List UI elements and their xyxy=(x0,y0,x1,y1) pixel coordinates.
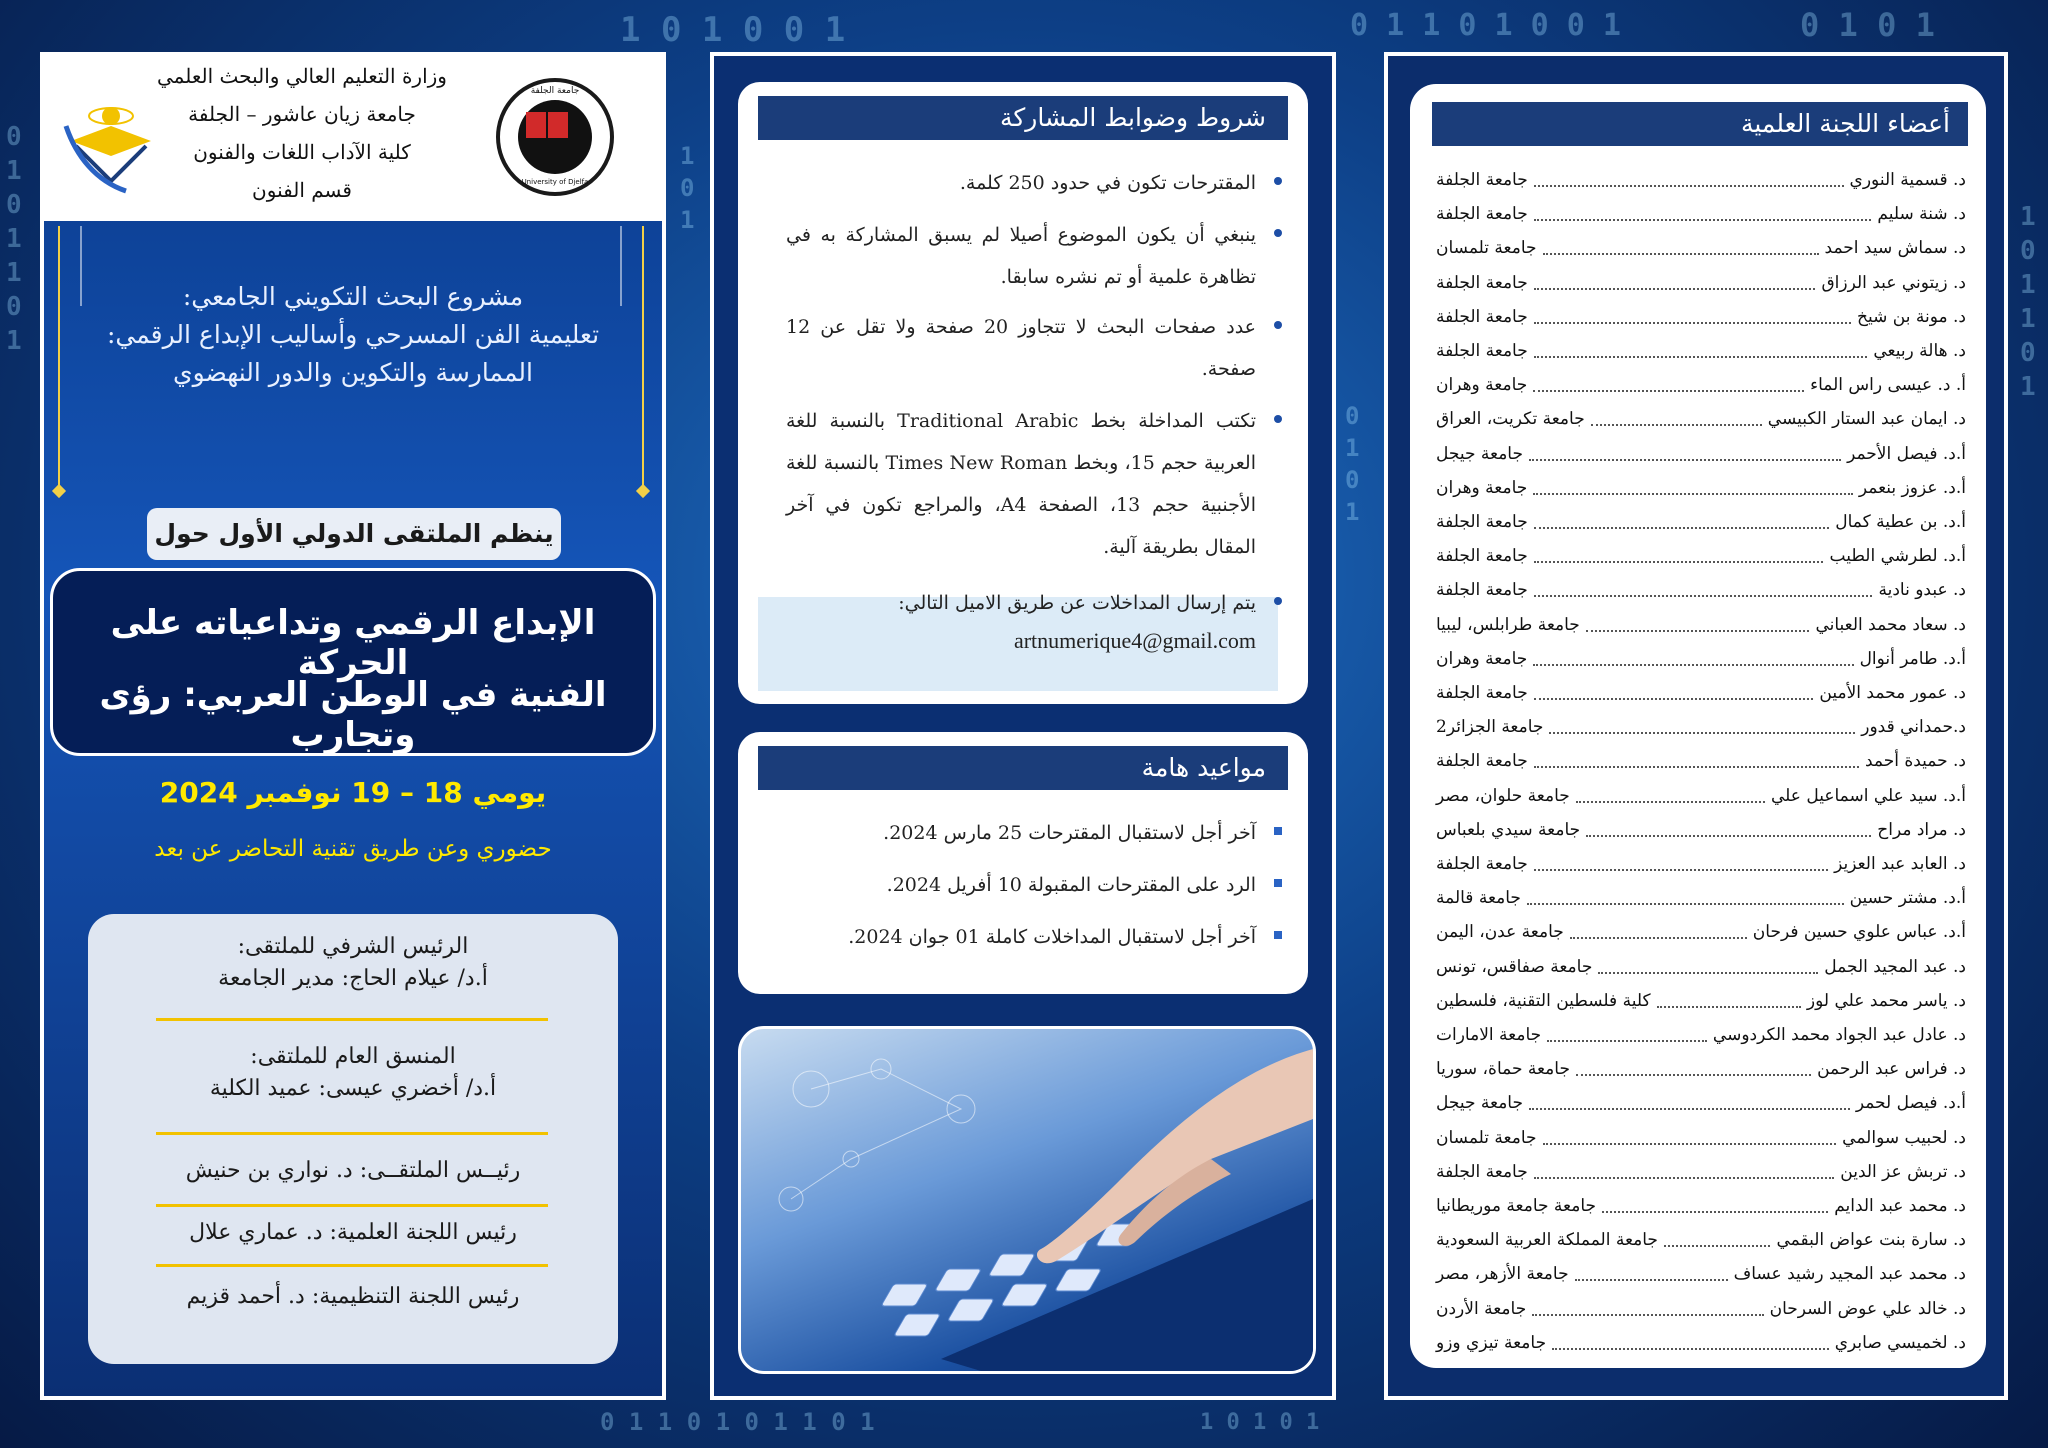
committee-member-row xyxy=(1436,1025,1966,1057)
middle-panel xyxy=(710,52,1336,1400)
committee-member-row xyxy=(1436,991,1966,1023)
dotted-leader xyxy=(1534,185,1844,187)
member-university: كلية فلسطين التقنية، فلسطين xyxy=(1436,990,1651,1011)
committee-member-row xyxy=(1436,546,1966,578)
condition-item: يتم إرسال المداخلات عن طريق الاميل التالي: xyxy=(786,582,1256,624)
member-name: د. فراس عبد الرحمن xyxy=(1817,1059,1966,1080)
member-university: جامعة طرابلس، ليبيا xyxy=(1436,614,1580,635)
member-name: د. قسمية النوري xyxy=(1849,170,1966,190)
project-title: مشروع البحث التكويني الجامعي: تعليمية الفن المسرحي وأساليب الإبداع الرقمي: الممارسة والتكوين والدور النهضوي xyxy=(106,282,600,387)
member-name: د. العابد عبد العزيز xyxy=(1834,854,1966,874)
conference-dates: يومي 18 – 19 نوفمبر 2024 xyxy=(159,776,547,809)
committee-member-row xyxy=(1436,1162,1966,1194)
member-university: جامعة الأزهر، مصر xyxy=(1436,1264,1569,1285)
member-name: د. هالة ربيعي xyxy=(1873,341,1966,361)
member-university: جامعة الجلفة xyxy=(1436,512,1528,532)
member-name: أ.د. عزوز بنعمر xyxy=(1858,477,1966,498)
dotted-leader xyxy=(1534,869,1828,871)
dotted-leader xyxy=(1534,288,1815,290)
member-university: جامعة الجلفة xyxy=(1436,751,1528,772)
committee-member-row xyxy=(1436,786,1966,818)
conference-title-line1: الإبداع الرقمي وتداعياته على الحركة xyxy=(110,603,596,683)
member-university: جامعة وهران xyxy=(1436,375,1528,396)
member-name: د. لحبيب سوالمي xyxy=(1842,1127,1966,1148)
committee-member-row xyxy=(1436,341,1966,373)
left-panel xyxy=(40,52,666,1400)
committee-member-row xyxy=(1436,307,1966,339)
committee-member-row xyxy=(1436,1059,1966,1091)
member-university: جامعة الجلفة xyxy=(1436,854,1528,874)
scientific-committee-card xyxy=(1410,84,1986,1368)
committee-member-row xyxy=(1436,683,1966,715)
deadline-item: آخر أجل لاستقبال المداخلات كاملة 01 جوان 2024. xyxy=(836,916,1256,958)
committee-member-row xyxy=(1436,1196,1966,1228)
committee-member-row xyxy=(1436,615,1966,647)
university-logo: جامعة الجلفة University of Djelfa xyxy=(496,78,614,196)
dotted-leader xyxy=(1602,1211,1828,1213)
member-university: جامعة الجزائر2 xyxy=(1436,717,1544,738)
deadlines-header: مواعيد هامة xyxy=(758,746,1288,790)
member-name: د. زيتوني عبد الرزاق xyxy=(1821,272,1966,293)
member-university: جامعة وهران xyxy=(1436,477,1528,498)
committee-member-row xyxy=(1436,238,1966,270)
member-name: د. سماش سيد احمد xyxy=(1824,238,1966,259)
dotted-leader xyxy=(1529,459,1841,461)
committee-member-row xyxy=(1436,444,1966,476)
dotted-leader xyxy=(1534,698,1813,700)
coordinator-name: أ.د/ أخضري عيسى: عميد الكلية xyxy=(209,1076,497,1101)
member-university: جامعة قالمة xyxy=(1436,888,1521,909)
faculty-logo xyxy=(56,86,161,196)
keyboard-illustration xyxy=(741,1029,1313,1371)
committee-member-row xyxy=(1436,375,1966,407)
dotted-leader xyxy=(1576,1074,1811,1076)
conference-chair: رئيــس الملتقــى: د. نواري بن حنيش xyxy=(185,1158,521,1183)
committee-member-row xyxy=(1436,1230,1966,1262)
condition-item: ينبغي أن يكون الموضوع أصيلا لم يسبق المشاركة به في تظاهرة علمية أو تم نشره سابقا. xyxy=(786,214,1256,298)
dotted-leader xyxy=(1534,527,1829,529)
member-name: د. مونة بن شيخ xyxy=(1857,306,1966,327)
university-text: جامعة زيان عاشور – الجلفة xyxy=(188,102,416,126)
conference-title-line2: الفنية في الوطن العربي: رؤى وتجارب xyxy=(99,675,607,755)
conference-title-box xyxy=(50,568,656,756)
dotted-leader xyxy=(1598,972,1818,974)
member-name: د. حميدة أحمد xyxy=(1864,751,1966,772)
dotted-leader xyxy=(1534,561,1823,563)
member-university: جامعة الجلفة xyxy=(1436,546,1528,567)
deadlines-card xyxy=(738,732,1308,994)
dotted-leader xyxy=(1591,424,1762,426)
member-name: أ.د. بن عطية كمال xyxy=(1835,512,1966,532)
member-university: جامعة الجلفة xyxy=(1436,306,1528,327)
dotted-leader xyxy=(1664,1245,1770,1247)
dotted-leader xyxy=(1532,1314,1764,1316)
member-university: جامعة تلمسان xyxy=(1436,1127,1537,1148)
committee-member-row xyxy=(1436,409,1966,441)
committee-member-row xyxy=(1436,1264,1966,1296)
organizing-committee-chair: رئيس اللجنة التنظيمية: د. أحمد قزيم xyxy=(186,1284,520,1309)
binary-background: 1 0 1 0 0 1 0 1 1 0 1 0 0 1 0 1 0 1 0 1 0 1 1 0 1 1 0 1 1 0 1 1 0 1 0 1 0 1 0 1 1 0 1 0 1 1 0 1 1 0 1 0 1 xyxy=(6,6,2036,1436)
organizes-label: ينظم الملتقى الدولي الأول حول xyxy=(147,508,561,560)
dotted-leader xyxy=(1533,664,1854,666)
condition-item: تكتب المداخلة بخط Traditional Arabic بالنسبة للغة العربية حجم 15، وبخط Times New Roman بالنسبة للغة الأجنبية حجم 13، الصفحة A4، والمراجع تكون في آخر المقال بطريقة آلية. xyxy=(786,400,1256,568)
member-university: جامعة الجلفة xyxy=(1436,341,1528,361)
committee-member-row xyxy=(1436,580,1966,612)
keyboard-hand-photo xyxy=(738,1026,1316,1374)
dotted-leader xyxy=(1534,219,1871,221)
member-university: جامعة جيجل xyxy=(1436,1093,1524,1114)
member-university: جامعة عدن، اليمن xyxy=(1436,922,1564,943)
member-name: أ.د. فيصل الأحمر xyxy=(1847,443,1966,464)
member-university: جامعة وهران xyxy=(1436,648,1528,669)
member-university: جامعة جامعة موريطانيا xyxy=(1436,1196,1597,1216)
member-university: جامعة الأردن xyxy=(1436,1298,1527,1319)
committee-member-row xyxy=(1436,478,1966,510)
committee-member-row xyxy=(1436,204,1966,236)
committee-member-row xyxy=(1436,820,1966,852)
dotted-leader xyxy=(1576,801,1765,803)
coordinator-label: المنسق العام للملتقى: xyxy=(250,1044,456,1069)
divider xyxy=(156,1264,548,1267)
dotted-leader xyxy=(1533,493,1853,495)
dotted-leader xyxy=(1586,835,1871,837)
member-university: جامعة الجلفة xyxy=(1436,272,1528,293)
dotted-leader xyxy=(1534,595,1872,597)
member-name: د. عبد المجيد الجمل xyxy=(1824,956,1966,977)
member-name: أ.د. مشتر حسين xyxy=(1849,888,1966,909)
member-name: أ.د. طامر أنوال xyxy=(1859,648,1966,669)
committee-member-row xyxy=(1436,888,1966,920)
dotted-leader xyxy=(1657,1006,1801,1008)
deadline-item: الرد على المقترحات المقبولة 10 أفريل 2024. xyxy=(836,864,1256,906)
deadline-item: آخر أجل لاستقبال المقترحات 25 مارس 2024. xyxy=(836,812,1256,854)
dotted-leader xyxy=(1586,630,1809,632)
committee-member-row xyxy=(1436,922,1966,954)
member-name: د. شنة سليم xyxy=(1877,204,1966,225)
member-name: د. عبدو نادية xyxy=(1878,580,1966,601)
committee-member-row xyxy=(1436,273,1966,305)
dotted-leader xyxy=(1549,732,1855,734)
committee-member-row xyxy=(1436,1299,1966,1331)
dotted-leader xyxy=(1534,1177,1834,1179)
committee-member-row xyxy=(1436,1128,1966,1160)
member-university: جامعة الامارات xyxy=(1436,1025,1542,1045)
member-university: جامعة حلوان، مصر xyxy=(1436,785,1570,806)
honorary-chair-label: الرئيس الشرفي للملتقى: xyxy=(237,934,469,959)
member-name: أ.د. عباس علوي حسين فرحان xyxy=(1752,922,1966,943)
dotted-leader xyxy=(1543,1143,1836,1145)
condition-item: المقترحات تكون في حدود 250 كلمة. xyxy=(786,162,1256,204)
member-name: د. سعاد محمد العباني xyxy=(1815,614,1966,635)
ministry-text: وزارة التعليم العالي والبحث العلمي xyxy=(157,64,447,88)
member-name: د. عمور محمد الأمين xyxy=(1819,683,1966,703)
member-university: جامعة تيزي وزو xyxy=(1436,1332,1547,1353)
condition-item: عدد صفحات البحث لا تتجاوز 20 صفحة ولا تقل عن 12 صفحة. xyxy=(786,306,1256,390)
member-university: جامعة تكريت، العراق xyxy=(1436,409,1585,430)
divider xyxy=(156,1204,548,1207)
institution-header xyxy=(44,56,662,221)
member-name: أ.د. لطرشي الطيب xyxy=(1829,546,1966,567)
member-university: جامعة حماة، سوريا xyxy=(1436,1059,1570,1080)
member-name: أ.د. سيد علي اسماعيل علي xyxy=(1770,785,1966,806)
member-university: جامعة صفاقس، تونس xyxy=(1436,956,1593,977)
scientific-committee-chair: رئيس اللجنة العلمية: د. عماري علال xyxy=(189,1220,517,1245)
committee-member-row xyxy=(1436,649,1966,681)
member-university: جامعة تلمسان xyxy=(1436,238,1537,259)
dotted-leader xyxy=(1534,322,1851,324)
member-name: د. مراد مراح xyxy=(1877,819,1966,840)
dotted-leader xyxy=(1543,253,1819,255)
member-name: أ.د. فيصل لحمر xyxy=(1855,1093,1966,1114)
member-university: جامعة الجلفة xyxy=(1436,683,1528,703)
dotted-leader xyxy=(1534,356,1867,358)
member-university: جامعة المملكة العربية السعودية xyxy=(1436,1230,1658,1251)
member-name: د.حمداني قدور xyxy=(1861,717,1966,738)
dotted-leader xyxy=(1547,1040,1707,1042)
dotted-leader xyxy=(1529,1108,1850,1110)
faculty-text: كلية الآداب اللغات والفنون xyxy=(193,140,411,164)
divider xyxy=(156,1018,548,1021)
right-panel xyxy=(1384,52,2008,1400)
member-name: أ. د. عيسى راس الماء xyxy=(1810,375,1966,396)
member-name: د. سارة بنت عواض البقمي xyxy=(1776,1230,1966,1251)
member-university: جامعة جيجل xyxy=(1436,443,1524,464)
committee-member-row xyxy=(1436,1333,1966,1365)
contact-email[interactable]: artnumerique4@gmail.com xyxy=(1013,628,1256,653)
member-name: د. تربش عز الدين xyxy=(1840,1161,1966,1182)
dotted-leader xyxy=(1534,766,1859,768)
member-name: د. عادل عبد الجواد محمد الكردوسي xyxy=(1712,1025,1966,1045)
member-name: د. ياسر محمد علي لوز xyxy=(1806,990,1966,1011)
committee-member-row xyxy=(1436,170,1966,202)
member-name: د. خالد علي عوض السرحان xyxy=(1769,1298,1966,1319)
conditions-card xyxy=(738,82,1308,704)
department-text: قسم الفنون xyxy=(252,178,352,202)
committee-member-row xyxy=(1436,1093,1966,1125)
committee-member-row xyxy=(1436,512,1966,544)
member-university: جامعة سيدي بلعباس xyxy=(1436,819,1581,840)
member-name: د. لخميسي صابري xyxy=(1834,1332,1966,1353)
dotted-leader xyxy=(1533,390,1804,392)
committee-member-row xyxy=(1436,751,1966,783)
dotted-leader xyxy=(1552,1348,1829,1350)
honorary-chair-name: أ.د/ عيلام الحاج: مدير الجامعة xyxy=(218,966,488,991)
attendance-mode: حضوري وعن طريق تقنية التحاضر عن بعد xyxy=(154,836,552,862)
committee-member-row xyxy=(1436,717,1966,749)
committee-header: أعضاء اللجنة العلمية xyxy=(1432,102,1968,146)
committee-member-row xyxy=(1436,957,1966,989)
member-name: د. ايمان عبد الستار الكبيسي xyxy=(1767,409,1966,430)
dotted-leader xyxy=(1527,903,1844,905)
conditions-header: شروط وضوابط المشاركة xyxy=(758,96,1288,140)
member-university: جامعة الجلفة xyxy=(1436,580,1528,601)
member-university: جامعة الجلفة xyxy=(1436,170,1528,190)
member-name: د. محمد عبد الدايم xyxy=(1834,1196,1966,1216)
dotted-leader xyxy=(1570,937,1747,939)
officials-box xyxy=(88,914,618,1364)
member-university: جامعة الجلفة xyxy=(1436,1161,1528,1182)
committee-member-row xyxy=(1436,854,1966,886)
dotted-leader xyxy=(1575,1279,1728,1281)
member-university: جامعة الجلفة xyxy=(1436,204,1528,225)
member-name: د. محمد عبد المجيد رشيد عساف xyxy=(1733,1264,1966,1285)
divider xyxy=(156,1132,548,1135)
